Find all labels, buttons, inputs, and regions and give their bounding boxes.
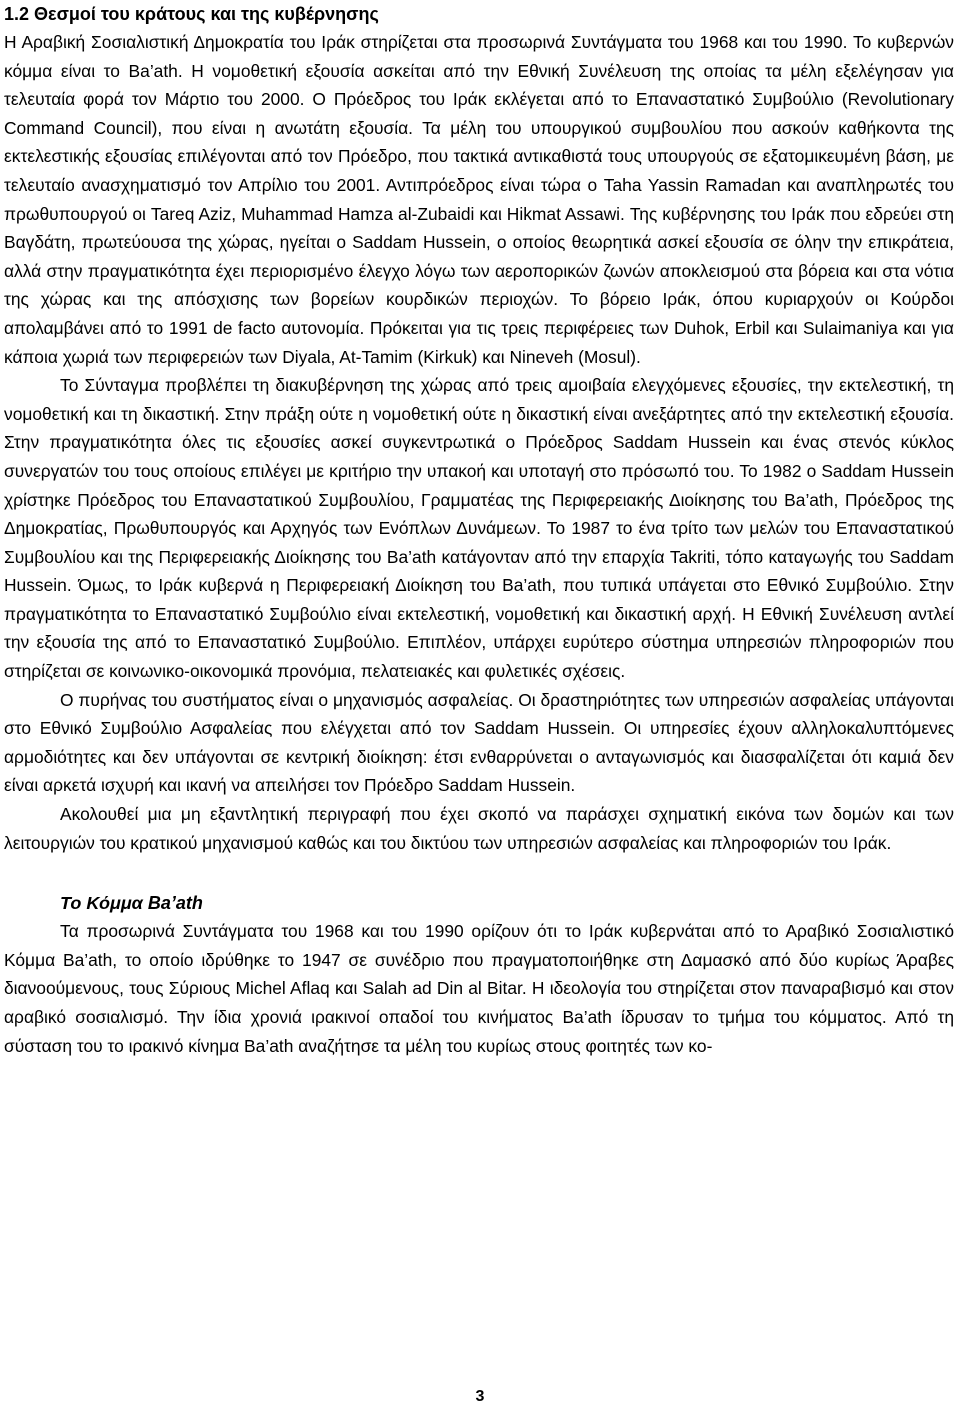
paragraph-3: Ο πυρήνας του συστήματος είναι ο μηχανισμός ασφαλείας. Οι δραστηριότητες των υπηρεσιών ασφαλείας υπάγονται στο Εθνικό Συμβούλιο Ασφαλείας που ελέγχεται από τον Saddam Hussein. Οι υπηρεσίες έχουν αλληλοκαλυπτόμενες αρμοδιότητες και δεν υπάγονται σε κεντρική διοίκηση: έτσι ενθαρρύνεται ο ανταγωνισμός και διασφαλίζεται ότι καμιά δεν είναι αρκετά ισχυρή και ικανή να απειλήσει τον Πρόεδρο Saddam Hussein. — [4, 689, 954, 796]
section-heading: 1.2 Θεσμοί του κράτους και της κυβέρνησης — [4, 4, 379, 24]
document-page — [4, 0, 954, 1060]
subsection-heading: Το Κόμμα Ba’ath — [60, 893, 203, 914]
paragraph-4: Ακολουθεί μια μη εξαντλητική περιγραφή που έχει σκοπό να παράσχει σχηματική εικόνα των δομών και των λειτουργιών του κρατικού μηχανισμού καθώς και του δικτύου των υπηρεσιών ασφαλείας και πληροφοριών του Ιράκ. — [4, 804, 954, 853]
paragraph-5: Τα προσωρινά Συντάγματα του 1968 και του 1990 ορίζουν ότι το Ιράκ κυβερνάται από το Αραβικό Σοσιαλιστικό Κόμμα Ba’ath, το οποίο ιδρύθηκε το 1947 σε συνέδριο που πραγματοποιήθηκε στη Δαμασκό από δύο κυρίως Άραβες διανοούμενους, τους Σύριους Michel Aflaq και Salah ad Din al Bitar. Η ιδεολογία του στηρίζεται στον παναραβισμό και στον αραβικό σοσιαλισμό. Την ίδια χρονιά ιρακινοί οπαδοί του κινήματος Ba’ath ίδρυσαν το τμήμα του κόμματος. Από τη σύσταση του το ιρακινό κίνημα Ba’ath αναζήτησε τα μέλη του κυρίως στους φοιτητές των κο- — [4, 921, 954, 1056]
paragraph-2: Το Σύνταγμα προβλέπει τη διακυβέρνηση της χώρας από τρεις αμοιβαία ελεγχόμενες εξουσίες, την εκτελεστική, τη νομοθετική και τη δικαστική. Στην πράξη ούτε η νομοθετική ούτε η δικαστική είναι ανεξάρτητες από την εκτελεστική εξουσία. Στην πραγματικότητα όλες τις εξουσίες ασκεί συγκεντρωτικά ο Πρόεδρος Saddam Hussein και ένας στενός κύκλος συνεργατών του τους οποίους επιλέγει με κριτήριο την υπακοή και υποταγή στο πρόσωπό του. Το 1982 ο Saddam Hussein χρίστηκε Πρόεδρος του Επαναστατικού Συμβουλίου, Γραμματέας της Περιφερειακής Διοίκησης του Ba’ath, Πρόεδρος της Δημοκρατίας, Πρωθυπουργός και Αρχηγός των Ενόπλων Δυνάμεων. Το 1987 το ένα τρίτο των μελών του Επαναστατικού Συμβουλίου και της Περιφερειακής Διοίκησης του Ba’ath κατάγονταν από την επαρχία Takriti, τόπο καταγωγής του Saddam Hussein. Όμως, το Ιράκ κυβερνά η Περιφερειακή Διοίκηση του Ba’ath, που τυπικά υπάγεται στο Εθνικό Συμβούλιο. Στην πραγματικότητα το Επαναστατικό Συμβούλιο είναι εκτελεστική, νομοθετική και δικαστική αρχή. Η Εθνική Συνέλευση αντλεί την εξουσία της από το Επαναστατικό Συμβούλιο. Επιπλέον, υπάρχει ευρύτερο σύστημα υπηρεσιών πληροφοριών που στηρίζεται σε κοινωνικο-οικονομικά προνόμια, πελατειακές και φυλετικές σχέσεις. — [4, 375, 954, 682]
paragraph-1: Η Αραβική Σοσιαλιστική Δημοκρατία του Ιράκ στηρίζεται στα προσωρινά Συντάγματα του 1968 και του 1990. Το κυβερνών κόμμα είναι το Ba’ath. Η νομοθετική εξουσία ασκείται από την Εθνική Συνέλευση της οποίας τα μέλη εξελέγησαν για τελευταία φορά τον Μάρτιο του 2000. Ο Πρόεδρος του Ιράκ εκλέγεται από το Επαναστατικό Συμβούλιο (Revolutionary Command Council), που είναι η ανωτάτη εξουσία. Τα μέλη του υπουργικού συμβουλίου που ασκούν καθήκοντα της εκτελεστικής εξουσίας επιλέγονται από τον Πρόεδρο, που τακτικά αντικαθιστά τους υπουργούς σε εξατομικευμένη βάση, με τελευταίο ανασχηματισμό τον Απρίλιο του 2001. Αντιπρόεδρος είναι τώρα ο Taha Yassin Ramadan και αναπληρωτές του πρωθυπουργού οι Tareq Aziz, Muhammad Hamza al-Zubaidi και Hikmat Assawi. Της κυβέρνησης του Ιράκ που εδρεύει στη Βαγδάτη, πρωτεύουσα της χώρας, ηγείται ο Saddam Hussein, ο οποίος θεωρητικά ασκεί εξουσία σε όλην την επικράτεια, αλλά στην πραγματικότητα έχει περιορισμένο έλεγχο λόγω των αεροπορικών ζωνών αποκλεισμού στα βόρεια και στα νότια της χώρας και της απόσχισης των βορείων κουρδικών περιοχών. Το βόρειο Ιράκ, όπου κυριαρχούν οι Κούρδοι απολαμβάνει από το 1991 de facto αυτονομία. Πρόκειται για τις τρεις περιφέρειες των Duhok, Erbil και Sulaimaniya και για κάποια χωριά των περιφερειών των Diyala, At-Tamim (Kirkuk) και Nineveh (Mosul). — [4, 32, 954, 367]
page-number: 3 — [475, 1388, 485, 1405]
